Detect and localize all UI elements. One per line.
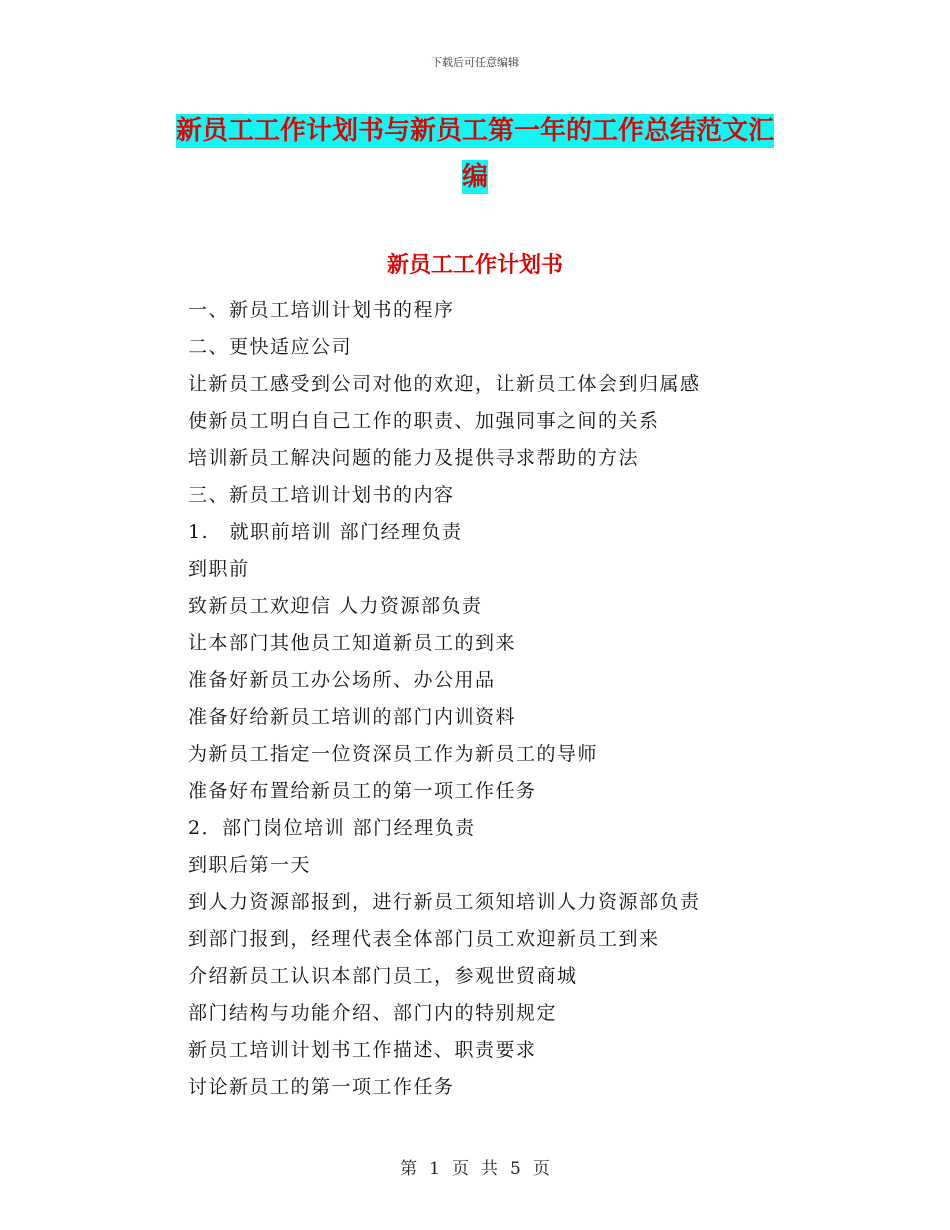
document-title: [150, 108, 800, 200]
body-line: 到人力资源部报到，进行新员工须知培训人力资源部负责: [188, 891, 701, 913]
body-line: 部门结构与功能介绍、部门内的特别规定: [188, 1002, 558, 1024]
section-title: 新员工工作计划书: [386, 253, 563, 278]
body-line: 到职前: [188, 558, 250, 580]
body-line: 准备好给新员工培训的部门内训资料: [188, 706, 517, 728]
footer-page-number: 1: [429, 1159, 440, 1179]
body-line: 准备好布置给新员工的第一项工作任务: [188, 780, 537, 802]
body-line: 为新员工指定一位资深员工作为新员工的导师: [188, 743, 599, 765]
document-title-line-2: 编: [461, 162, 488, 192]
footer-total-prefix: 共: [481, 1159, 498, 1179]
body-line: 使新员工明白自己工作的职责、加强同事之间的关系: [188, 410, 660, 432]
body-line: 2．部门岗位培训 部门经理负责: [188, 817, 476, 839]
body-line: 到部门报到，经理代表全体部门员工欢迎新员工到来: [188, 928, 660, 950]
body-line: 讨论新员工的第一项工作任务: [188, 1076, 455, 1098]
footer-page-unit: 页: [452, 1159, 469, 1179]
footer-prefix: 第: [400, 1159, 418, 1179]
body-line: 三、新员工培训计划书的内容: [188, 484, 455, 506]
body-line: 培训新员工解决问题的能力及提供寻求帮助的方法: [188, 447, 640, 469]
body-line: 致新员工欢迎信 人力资源部负责: [188, 595, 483, 617]
body-line: 让新员工感受到公司对他的欢迎，让新员工体会到归属感: [188, 373, 701, 395]
footer-total-pages: 5: [510, 1159, 521, 1179]
body-line: 介绍新员工认识本部门员工，参观世贸商城: [188, 965, 578, 987]
body-line: 准备好新员工办公场所、办公用品: [188, 669, 496, 691]
body-line: 新员工培训计划书工作描述、职责要求: [188, 1039, 537, 1061]
body-line: 一、新员工培训计划书的程序: [188, 299, 455, 321]
header-note: 下载后可任意编辑: [431, 56, 519, 69]
page-footer: [0, 1154, 950, 1179]
body-line: 二、更快适应公司: [188, 336, 353, 358]
body-line: 到职后第一天: [188, 854, 312, 876]
document-title-line-1: 新员工工作计划书与新员工第一年的工作总结范文汇: [175, 116, 774, 146]
body-text: [188, 292, 828, 1106]
body-line: 1. 就职前培训 部门经理负责: [188, 521, 463, 543]
body-line: 让本部门其他员工知道新员工的到来: [188, 632, 517, 654]
footer-total-unit: 页: [532, 1159, 550, 1179]
